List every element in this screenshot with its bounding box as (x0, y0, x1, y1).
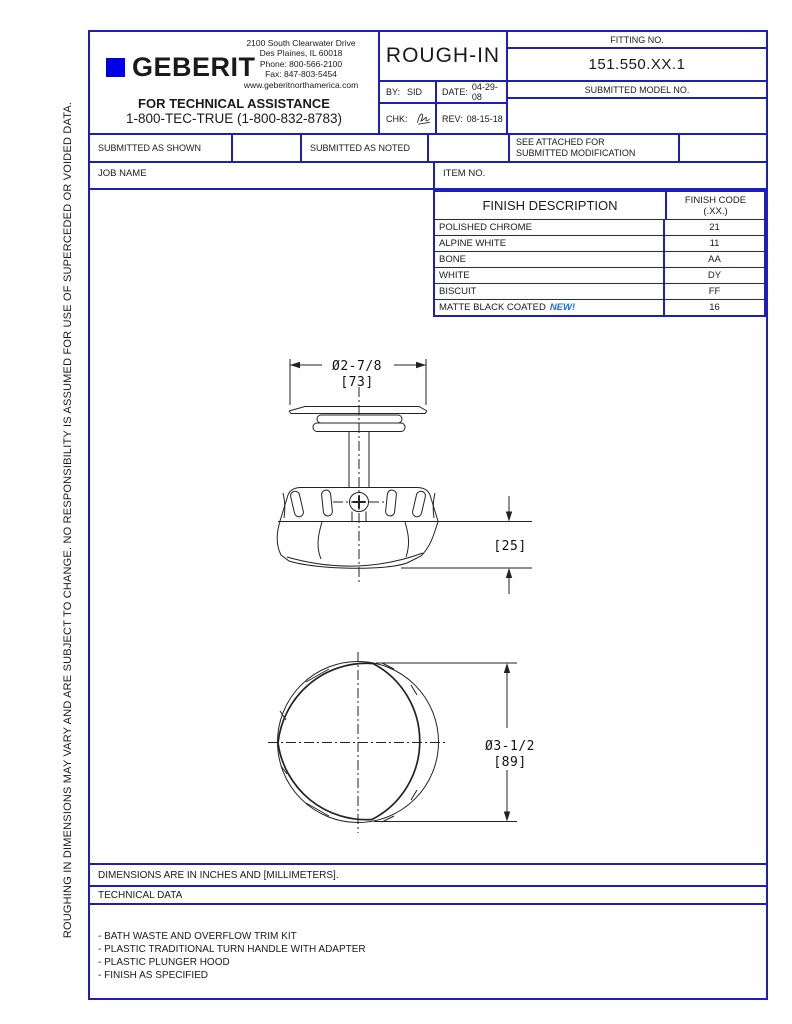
see-attached-line1: SEE ATTACHED FOR (516, 137, 605, 147)
finish-code: 16 (709, 302, 720, 313)
date-cell (437, 82, 508, 104)
arrowhead (290, 362, 300, 368)
skirt-lobe-lines (318, 522, 409, 559)
rev-value: 08-15-18 (466, 113, 503, 124)
finish-code: DY (707, 270, 722, 281)
technical-item: - BATH WASTE AND OVERFLOW TRIM KIT (98, 931, 297, 942)
dim-circle-inches: Ø3-1/2 (485, 739, 535, 754)
date-value: 04-29-08 (471, 82, 498, 102)
chk-cell (380, 104, 437, 135)
dim-top-mm: [73] (340, 375, 374, 390)
checker-signature-icon (415, 109, 435, 129)
technical-data-block (90, 903, 766, 998)
address-fax: Fax: 847-803-5454 (265, 69, 337, 80)
dimensions-note: DIMENSIONS ARE IN INCHES AND [MILLIMETERS]. (90, 863, 766, 885)
side-view-drawing (277, 359, 532, 594)
geberit-logo-text: GEBERIT (132, 52, 256, 82)
technical-assistance-title: FOR TECHNICAL ASSISTANCE (138, 96, 330, 111)
by-label: BY: (386, 87, 401, 97)
finish-code: FF (708, 286, 721, 297)
company-block (90, 32, 380, 135)
drawing-frame (88, 30, 768, 1000)
submitted-model-input-box[interactable] (508, 99, 766, 135)
item-no-label: ITEM NO. (443, 168, 486, 179)
submitted-as-shown-label: SUBMITTED AS SHOWN (90, 135, 233, 163)
new-badge: NEW! (549, 302, 576, 313)
company-website-link[interactable]: www.geberitnorthamerica.com (243, 79, 359, 90)
fitting-no-value: 151.550.XX.1 (508, 49, 766, 82)
see-attached-line2: SUBMITTED MODIFICATION (516, 148, 636, 158)
finish-desc-text: MATTE BLACK COATED (439, 302, 546, 313)
arrowhead (506, 568, 512, 578)
side-disclaimer-text: ROUGHING IN DIMENSIONS MAY VARY AND ARE SUBJECT TO CHANGE. NO RESPONSIBILITY IS ASSUMED FOR USE OF SUPERCEDED OR VOIDED DATA. (62, 101, 74, 939)
technical-item: - PLASTIC PLUNGER HOOD (98, 957, 230, 968)
submitted-as-shown-checkbox[interactable] (233, 135, 302, 163)
finish-description-header: FINISH DESCRIPTION (435, 192, 667, 219)
technical-item: - PLASTIC TRADITIONAL TURN HANDLE WITH ADAPTER (98, 944, 366, 955)
chk-label: CHK: (386, 113, 408, 124)
submitted-model-label: SUBMITTED MODEL NO. (508, 82, 766, 99)
see-attached-checkbox[interactable] (680, 135, 766, 163)
address-phone: Phone: 800-566-2100 (259, 58, 343, 69)
date-label: DATE: (442, 87, 468, 97)
finish-desc: BISCUIT (435, 284, 665, 299)
plunger-cap (289, 407, 427, 414)
geberit-logo-square-icon (106, 58, 125, 77)
see-attached-label (510, 135, 680, 163)
arrowhead (416, 362, 426, 368)
submitted-as-noted-label: SUBMITTED AS NOTED (302, 135, 429, 163)
finish-code-header-line1: FINISH CODE (684, 195, 747, 206)
submitted-as-noted-checkbox[interactable] (429, 135, 510, 163)
knob-skirt (277, 522, 438, 569)
job-name-field[interactable] (90, 163, 435, 190)
technical-drawing (90, 190, 766, 863)
company-address (228, 38, 374, 90)
sheet-title: ROUGH-IN (380, 32, 508, 82)
finish-code: 11 (709, 238, 720, 249)
finish-code: AA (708, 254, 721, 265)
by-value: SID (407, 87, 423, 97)
finish-code-header-line2: (.XX.) (703, 206, 728, 217)
finish-desc: POLISHED CHROME (435, 220, 665, 235)
finish-desc: BONE (435, 252, 665, 267)
by-cell (380, 82, 437, 104)
item-no-field[interactable] (435, 163, 766, 190)
dim-top-inches: Ø2-7/8 (332, 359, 382, 374)
finish-desc: WHITE (435, 268, 665, 283)
finish-code: 21 (709, 222, 720, 233)
arrowhead (504, 663, 510, 673)
address-line: 2100 South Clearwater Drive (246, 38, 356, 48)
technical-data-label: TECHNICAL DATA (90, 885, 766, 903)
arrowhead (506, 512, 512, 522)
technical-item: - FINISH AS SPECIFIED (98, 970, 209, 981)
fitting-no-label: FITTING NO. (508, 32, 766, 49)
address-line: Des Plaines, IL 60018 (259, 48, 343, 59)
rev-cell (437, 104, 508, 135)
technical-assistance-phone: 1-800-TEC-TRUE (1-800-832-8783) (125, 111, 343, 126)
finish-desc: ALPINE WHITE (435, 236, 665, 251)
job-name-label: JOB NAME (98, 168, 147, 179)
dim-side-mm: [25] (493, 539, 527, 554)
arrowhead (504, 812, 510, 822)
rev-label: REV: (442, 113, 463, 124)
dim-circle-mm: [89] (493, 755, 527, 770)
dimension-labels (332, 359, 535, 770)
top-view-drawing (268, 652, 517, 833)
